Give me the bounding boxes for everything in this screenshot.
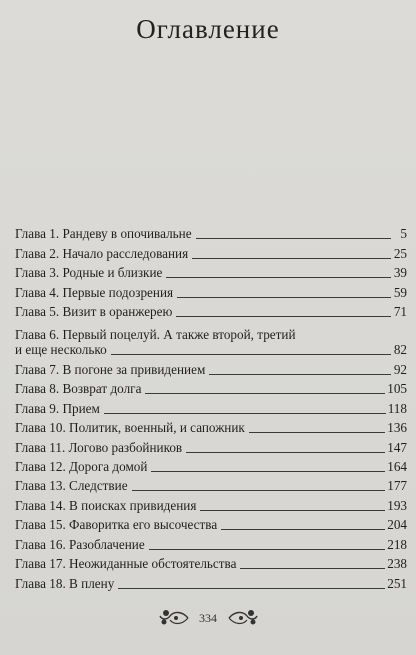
toc-entry xyxy=(15,571,407,590)
leader-line xyxy=(176,316,391,317)
toc-entry xyxy=(15,357,407,376)
toc-entry-title: Глава 9. Прием xyxy=(15,400,100,416)
toc-entry-page: 59 xyxy=(393,284,407,300)
page-title: Оглавление xyxy=(136,14,280,44)
toc-entry xyxy=(15,396,407,415)
toc-entry-page: 71 xyxy=(393,304,407,320)
toc-entry-title: Глава 10. Политик, военный, и сапожник xyxy=(15,420,245,436)
toc-entry xyxy=(15,241,407,260)
toc-entry-title: Глава 14. В поисках привидения xyxy=(15,497,197,513)
toc-entry xyxy=(15,474,407,493)
toc-entry-title: Глава 8. Возврат долга xyxy=(15,381,142,397)
toc-entry xyxy=(15,280,407,299)
toc-entry-title: Глава 11. Логово разбойников xyxy=(15,439,183,455)
toc-entry-title: Глава 5. Визит в оранжерею xyxy=(15,304,173,320)
toc-entry xyxy=(15,513,407,532)
toc-entry-title: Глава 18. В плену xyxy=(15,575,115,591)
toc-entry xyxy=(15,222,407,241)
toc-entry xyxy=(15,493,407,512)
leader-line xyxy=(111,354,391,355)
toc-entry xyxy=(15,300,407,319)
leader-line xyxy=(186,452,385,453)
toc-entry-title-continued: и еще несколько xyxy=(15,342,107,358)
toc-entry-page: 218 xyxy=(387,536,407,552)
leader-line xyxy=(249,432,385,433)
floral-ornament-icon xyxy=(227,607,259,634)
toc-entry xyxy=(15,455,407,474)
leader-line xyxy=(151,471,385,472)
leader-line xyxy=(200,510,385,511)
page-number: 334 xyxy=(199,611,217,625)
leader-line xyxy=(240,568,385,569)
toc-entry xyxy=(15,416,407,435)
toc-entry-page: 164 xyxy=(387,459,407,474)
toc-entry xyxy=(15,319,407,357)
leader-line xyxy=(221,529,385,530)
leader-line xyxy=(209,374,391,375)
toc-entry-title: Глава 13. Следствие xyxy=(15,478,128,494)
leader-line xyxy=(104,413,386,414)
toc-entry-title: Глава 12. Дорога домой xyxy=(15,459,148,474)
toc-entry-page: 5 xyxy=(400,226,407,242)
toc-entry-page: 177 xyxy=(387,478,407,494)
toc-entry xyxy=(15,261,407,280)
leader-line xyxy=(177,297,391,298)
toc-entry-title: Глава 4. Первые подозрения xyxy=(15,284,174,300)
leader-line xyxy=(132,490,386,491)
toc-entry-page: 251 xyxy=(387,575,407,591)
leader-line xyxy=(118,588,385,589)
toc-entry xyxy=(15,532,407,551)
toc-entry xyxy=(15,435,407,454)
toc-entry-page: 39 xyxy=(393,265,407,281)
leader-line xyxy=(192,258,391,259)
toc-entry-title: Глава 16. Разоблачение xyxy=(15,536,145,552)
page-footer xyxy=(0,605,416,635)
table-of-contents xyxy=(15,222,407,591)
toc-entry xyxy=(15,377,407,396)
toc-entry-title: Глава 3. Родные и близкие xyxy=(15,265,163,281)
leader-line xyxy=(149,549,386,550)
toc-entry-title: Глава 2. Начало расследования xyxy=(15,245,189,261)
toc-entry-page: 147 xyxy=(387,439,407,455)
toc-entry xyxy=(15,552,407,571)
toc-entry-title: Глава 17. Неожиданные обстоятельства xyxy=(15,556,237,572)
toc-entry-title: Глава 15. Фаворитка его высочества xyxy=(15,517,218,533)
toc-entry-title: Глава 7. В погоне за привидением xyxy=(15,361,206,377)
toc-entry-page: 238 xyxy=(387,556,407,572)
toc-entry-page: 92 xyxy=(393,361,407,377)
toc-entry-page: 82 xyxy=(393,342,407,358)
toc-entry-page: 204 xyxy=(387,517,407,533)
toc-entry-page: 193 xyxy=(387,497,407,513)
leader-line xyxy=(166,277,391,278)
leader-line xyxy=(145,393,385,394)
toc-entry-page: 118 xyxy=(387,400,407,416)
toc-entry-title: Глава 6. Первый поцелуй. А также второй, третий xyxy=(15,327,296,343)
toc-entry-page: 136 xyxy=(387,420,407,436)
toc-entry-title: Глава 1. Рандеву в опочивальне xyxy=(15,226,192,242)
leader-line xyxy=(196,238,391,239)
toc-entry-page: 25 xyxy=(393,245,407,261)
toc-entry-page: 105 xyxy=(387,381,407,397)
